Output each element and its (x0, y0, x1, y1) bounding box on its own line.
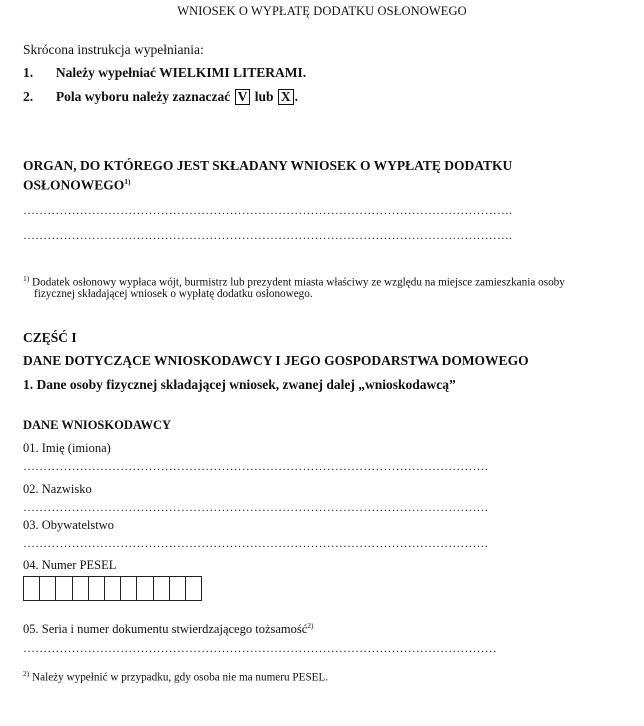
pesel-digit-box[interactable] (185, 576, 202, 601)
checkbox-example-v: V (235, 89, 251, 105)
instruction-item-2-text: Pola wyboru należy zaznaczać (55, 89, 231, 104)
pesel-digit-box[interactable] (136, 576, 153, 601)
instruction-item-1-text: Należy wypełniać WIELKIMI LITERAMI. (55, 65, 307, 80)
instructions-heading: Skrócona instrukcja wypełniania: (23, 42, 204, 57)
field-05-label-text: 05. Seria i numer dokumentu stwierdzającego tożsamość (23, 622, 308, 637)
pesel-digit-box[interactable] (23, 576, 40, 601)
footnote-ref-2: 2) (307, 621, 314, 630)
part-subheading: DANE DOTYCZĄCE WNIOSKODAWCY I JEGO GOSPODARSTWA DOMOWEGO (23, 353, 529, 368)
field-05-input[interactable]: ……………………………………………………………………………………………………… (23, 641, 497, 655)
pesel-digit-box[interactable] (120, 576, 137, 601)
footnote-1-line1: Dodatek osłonowy wypłaca wójt, burmistrz lub prezydent miasta właściwy ze względu na miejsce zamieszkania osoby (32, 276, 565, 289)
checkbox-example-x: X (278, 89, 294, 105)
field-02-input[interactable]: ……………………………………………………………………………………………………. (23, 500, 488, 514)
footnote-1-marker: 1) (23, 274, 30, 283)
pesel-input-boxes[interactable] (23, 576, 202, 601)
field-01-label: 01. Imię (imiona) (23, 441, 111, 455)
section-1-heading: 1. Dane osoby fizycznej składającej wniosek, zwanej dalej „wnioskodawcą” (23, 377, 456, 392)
instruction-item-1 (23, 65, 306, 81)
instruction-item-2-number: 2. (23, 89, 34, 104)
field-05-label (23, 621, 314, 637)
field-02-label: 02. Nazwisko (23, 482, 92, 496)
pesel-digit-box[interactable] (39, 576, 56, 601)
organ-input-line-2[interactable]: …………………………………………………………………………………………………………. (23, 228, 513, 242)
field-03-label: 03. Obywatelstwo (23, 518, 114, 532)
part-heading: CZĘŚĆ I (23, 330, 77, 345)
organ-heading-line2 (23, 177, 131, 194)
organ-heading-text: OSŁONOWEGO (23, 177, 125, 193)
footnote-2 (23, 666, 328, 686)
field-04-label: 04. Numer PESEL (23, 558, 117, 572)
field-03-input[interactable]: ……………………………………………………………………………………………………. (23, 536, 488, 550)
footnote-2-marker: 2) (23, 669, 30, 678)
pesel-digit-box[interactable] (55, 576, 72, 601)
pesel-digit-box[interactable] (88, 576, 105, 601)
footnote-2-text: Należy wypełnić w przypadku, gdy osoba nie ma numeru PESEL. (32, 671, 329, 684)
organ-input-line-1[interactable]: …………………………………………………………………………………………………………. (23, 203, 513, 217)
instruction-item-2-or: lub (254, 89, 274, 104)
pesel-digit-box[interactable] (104, 576, 121, 601)
instruction-item-2-period: . (294, 89, 298, 104)
instruction-item-1-number: 1. (23, 65, 34, 80)
footnote-1-line2: fizycznej składającej wniosek o wypłatę dodatku osłonowego. (34, 288, 313, 300)
footnote-ref-1: 1) (124, 177, 131, 186)
organ-heading-line1: ORGAN, DO KTÓREGO JEST SKŁADANY WNIOSEK O WYPŁATĘ DODATKU (23, 158, 513, 173)
applicant-data-heading: DANE WNIOSKODAWCY (23, 418, 172, 432)
pesel-digit-box[interactable] (72, 576, 89, 601)
pesel-digit-box[interactable] (169, 576, 186, 601)
instruction-item-2 (23, 89, 298, 105)
field-01-input[interactable]: ……………………………………………………………………………………………………. (23, 459, 488, 473)
pesel-digit-box[interactable] (153, 576, 170, 601)
form-title: WNIOSEK O WYPŁATĘ DODATKU OSŁONOWEGO (177, 4, 467, 18)
